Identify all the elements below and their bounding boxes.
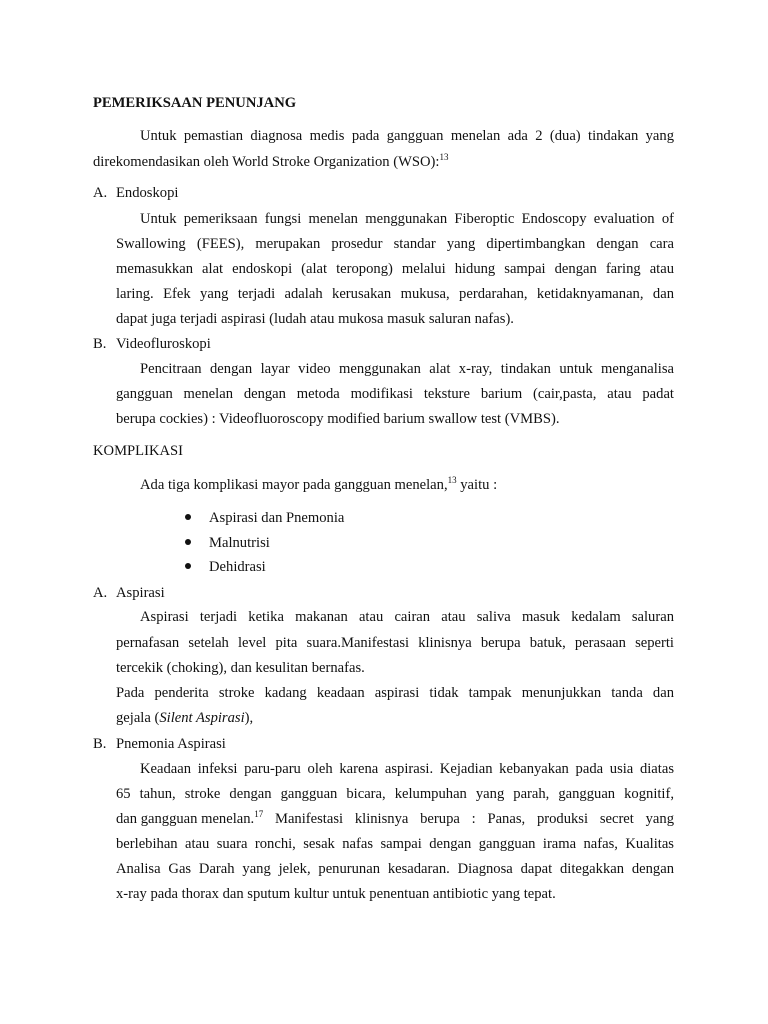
text-segment (116, 807, 263, 832)
paragraph-line: Keadaan infeksi paru-paru oleh karena aspirasi. Kejadian kebanyakan pada usia diatas (140, 761, 674, 777)
subheading-endoskopi: Endoskopi (116, 185, 179, 201)
paragraph-line: Swallowing (FEES), merupakan prosedur standar yang dipertimbangkan dengan cara (116, 236, 674, 252)
paragraph-line: dapat juga terjadi aspirasi (ludah atau mukosa masuk saluran nafas). (116, 311, 514, 327)
text-segment: Manifestasi klinisnya berupa : Panas, produksi secret yang (263, 811, 674, 827)
text-segment: dan gangguan menelan. (116, 811, 255, 827)
paragraph-line: x-ray pada thorax dan sputum kultur untuk penentuan antibiotic yang tepat. (116, 886, 556, 902)
bullet-item: Aspirasi dan Pnemonia (209, 510, 345, 526)
italic-term: Silent Aspirasi (159, 710, 245, 726)
paragraph-line (116, 807, 674, 832)
list-marker-a: A. (93, 585, 108, 601)
paragraph-line: berupa cockies) : Videofluoroscopy modified barium swallow test (VMBS). (116, 411, 560, 427)
intro-text: direkomendasikan oleh World Stroke Organization (WSO): (93, 154, 440, 170)
footnote-ref: 17 (254, 809, 264, 819)
bullet-icon (185, 539, 191, 545)
bullet-icon (185, 563, 191, 569)
bullet-item: Dehidrasi (209, 559, 266, 575)
text-segment: ), (244, 710, 254, 726)
bullet-icon (185, 514, 191, 520)
paragraph-line: Pencitraan dengan layar video menggunakan alat x-ray, tindakan untuk menganalisa (140, 361, 674, 377)
paragraph-line: Analisa Gas Darah yang jelek, penurunan kesadaran. Diagnosa dapat ditegakkan dengan (116, 861, 674, 877)
footnote-ref: 13 (447, 475, 457, 485)
intro-line-1: Untuk pemastian diagnosa medis pada gangguan menelan ada 2 (dua) tindakan yang (140, 128, 674, 144)
intro-text-tail: yaitu : (456, 477, 498, 493)
komplikasi-intro (140, 473, 497, 498)
paragraph-line: berlebihan atau suara ronchi, sesak nafas sampai dengan gangguan irama nafas, Kualitas (116, 836, 674, 852)
list-marker-a: A. (93, 185, 108, 201)
paragraph-line: tercekik (choking), dan kesulitan bernafas. (116, 660, 365, 676)
paragraph-line: laring. Efek yang terjadi adalah kerusakan mukusa, perdarahan, ketidaknyamanan, dan (116, 286, 674, 302)
paragraph-line: 65 tahun, stroke dengan gangguan bicara, kelumpuhan yang parah, gangguan kognitif, (116, 786, 674, 802)
paragraph-line: memasukkan alat endoskopi (alat teropong) melalui hidung sampai dengan faring atau (116, 261, 674, 277)
text-segment: gejala ( (116, 710, 160, 726)
list-marker-b: B. (93, 736, 107, 752)
intro-line-2 (93, 150, 448, 175)
section-heading-pemeriksaan: PEMERIKSAAN PENUNJANG (93, 95, 297, 111)
subheading-pnemonia: Pnemonia Aspirasi (116, 736, 226, 752)
subheading-aspirasi: Aspirasi (116, 585, 165, 601)
subheading-videofluroskopi: Videofluroskopi (116, 336, 211, 352)
paragraph-line: gangguan menelan dengan metoda modifikasi teksture barium (cair,pasta, atau padat (116, 386, 674, 402)
intro-text: Ada tiga komplikasi mayor pada gangguan menelan, (140, 477, 448, 493)
section-heading-komplikasi: KOMPLIKASI (93, 443, 183, 459)
paragraph-line: Untuk pemeriksaan fungsi menelan menggunakan Fiberoptic Endoscopy evaluation of (140, 211, 674, 227)
bullet-item: Malnutrisi (209, 535, 270, 551)
paragraph-line: Aspirasi terjadi ketika makanan atau cairan atau saliva masuk kedalam saluran (140, 609, 674, 625)
paragraph-line: pernafasan setelah level pita suara.Manifestasi klinisnya berupa batuk, perasaan seperti (116, 635, 674, 651)
paragraph-line: Pada penderita stroke kadang keadaan aspirasi tidak tampak menunjukkan tanda dan (116, 685, 674, 701)
paragraph-line (116, 706, 253, 731)
list-marker-b: B. (93, 336, 107, 352)
footnote-ref: 13 (439, 152, 449, 162)
